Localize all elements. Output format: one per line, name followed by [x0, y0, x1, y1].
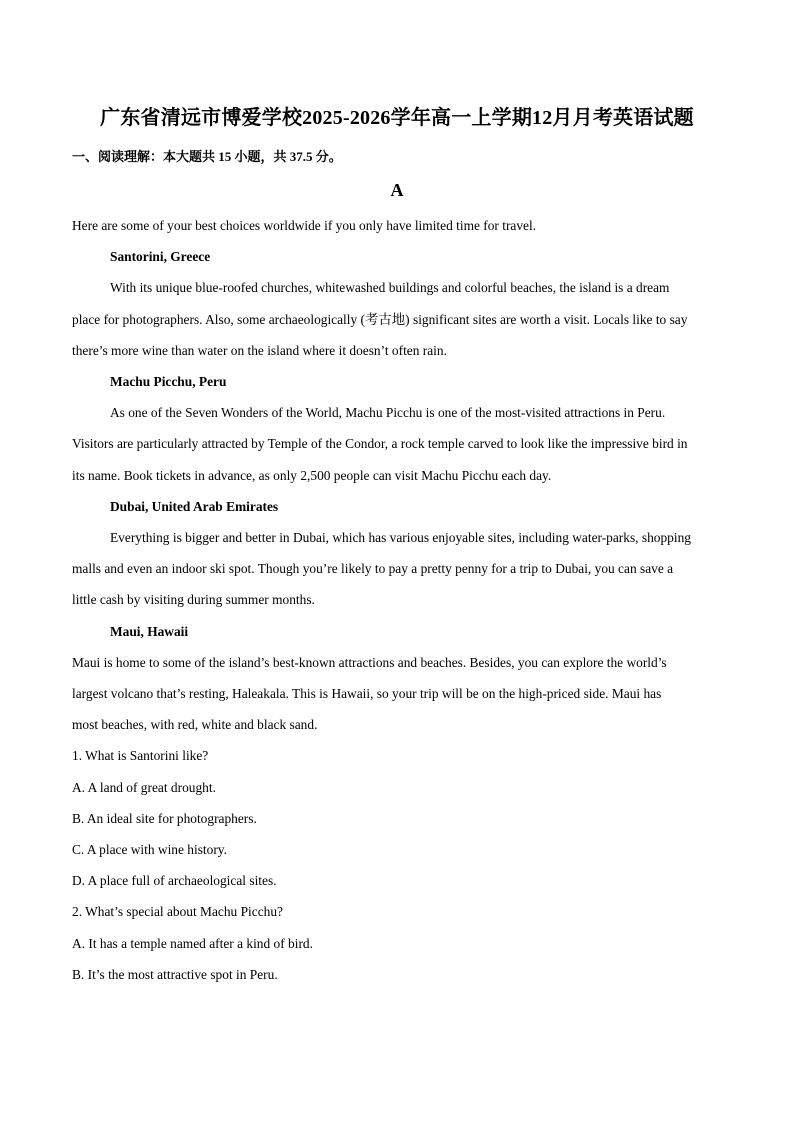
passage-label: A [390, 180, 404, 200]
intro-text: Here are some of your best choices worldwide if you only have limited time for travel. [72, 218, 537, 233]
answer-option: B. An ideal site for photographers. [72, 811, 257, 826]
paragraph-line: Maui is home to some of the island’s best-known attractions and beaches. Besides, you can explore the world’s [72, 655, 667, 670]
paragraph-line: Everything is bigger and better in Dubai, which has various enjoyable sites, including water-parks, shopping [110, 530, 691, 545]
place-heading-maui: Maui, Hawaii [110, 624, 189, 639]
paragraph-line: largest volcano that’s resting, Haleakala. This is Hawaii, so your trip will be on the high-priced side. Maui has [72, 686, 662, 701]
answer-option: A. It has a temple named after a kind of bird. [72, 936, 313, 951]
section-heading: 一、阅读理解：本大题共 15 小题，共 37.5 分。 [72, 149, 342, 164]
place-heading-dubai: Dubai, United Arab Emirates [110, 499, 279, 514]
paragraph-line: malls and even an indoor ski spot. Though you’re likely to pay a pretty penny for a trip to Dubai, you can save a [72, 561, 674, 576]
paragraph-line: little cash by visiting during summer months. [72, 592, 315, 607]
paragraph-line: most beaches, with red, white and black sand. [72, 717, 318, 732]
page-title: 广东省清远市博爱学校2025-2026学年高一上学期12月月考英语试题 [100, 107, 694, 129]
paragraph-line: Visitors are particularly attracted by Temple of the Condor, a rock temple carved to look like the impressive bird in [72, 436, 688, 451]
question-stem: 1. What is Santorini like? [72, 748, 209, 763]
answer-option: A. A land of great drought. [72, 780, 216, 795]
place-heading-machu-picchu: Machu Picchu, Peru [110, 374, 227, 389]
answer-option: C. A place with wine history. [72, 842, 227, 857]
answer-option: D. A place full of archaeological sites. [72, 873, 277, 888]
paragraph-line: As one of the Seven Wonders of the World, Machu Picchu is one of the most-visited attractions in Peru. [110, 405, 666, 420]
place-heading-santorini: Santorini, Greece [110, 249, 211, 264]
paragraph-line: place for photographers. Also, some archaeologically (考古地) significant sites are worth a visit. Locals like to say [72, 312, 688, 327]
paragraph-line: With its unique blue-roofed churches, whitewashed buildings and colorful beaches, the island is a dream [110, 280, 670, 295]
answer-option: B. It’s the most attractive spot in Peru. [72, 967, 278, 982]
question-stem: 2. What’s special about Machu Picchu? [72, 904, 283, 919]
paragraph-line: its name. Book tickets in advance, as only 2,500 people can visit Machu Picchu each day. [72, 468, 552, 483]
paragraph-line: there’s more wine than water on the island where it doesn’t often rain. [72, 343, 447, 358]
